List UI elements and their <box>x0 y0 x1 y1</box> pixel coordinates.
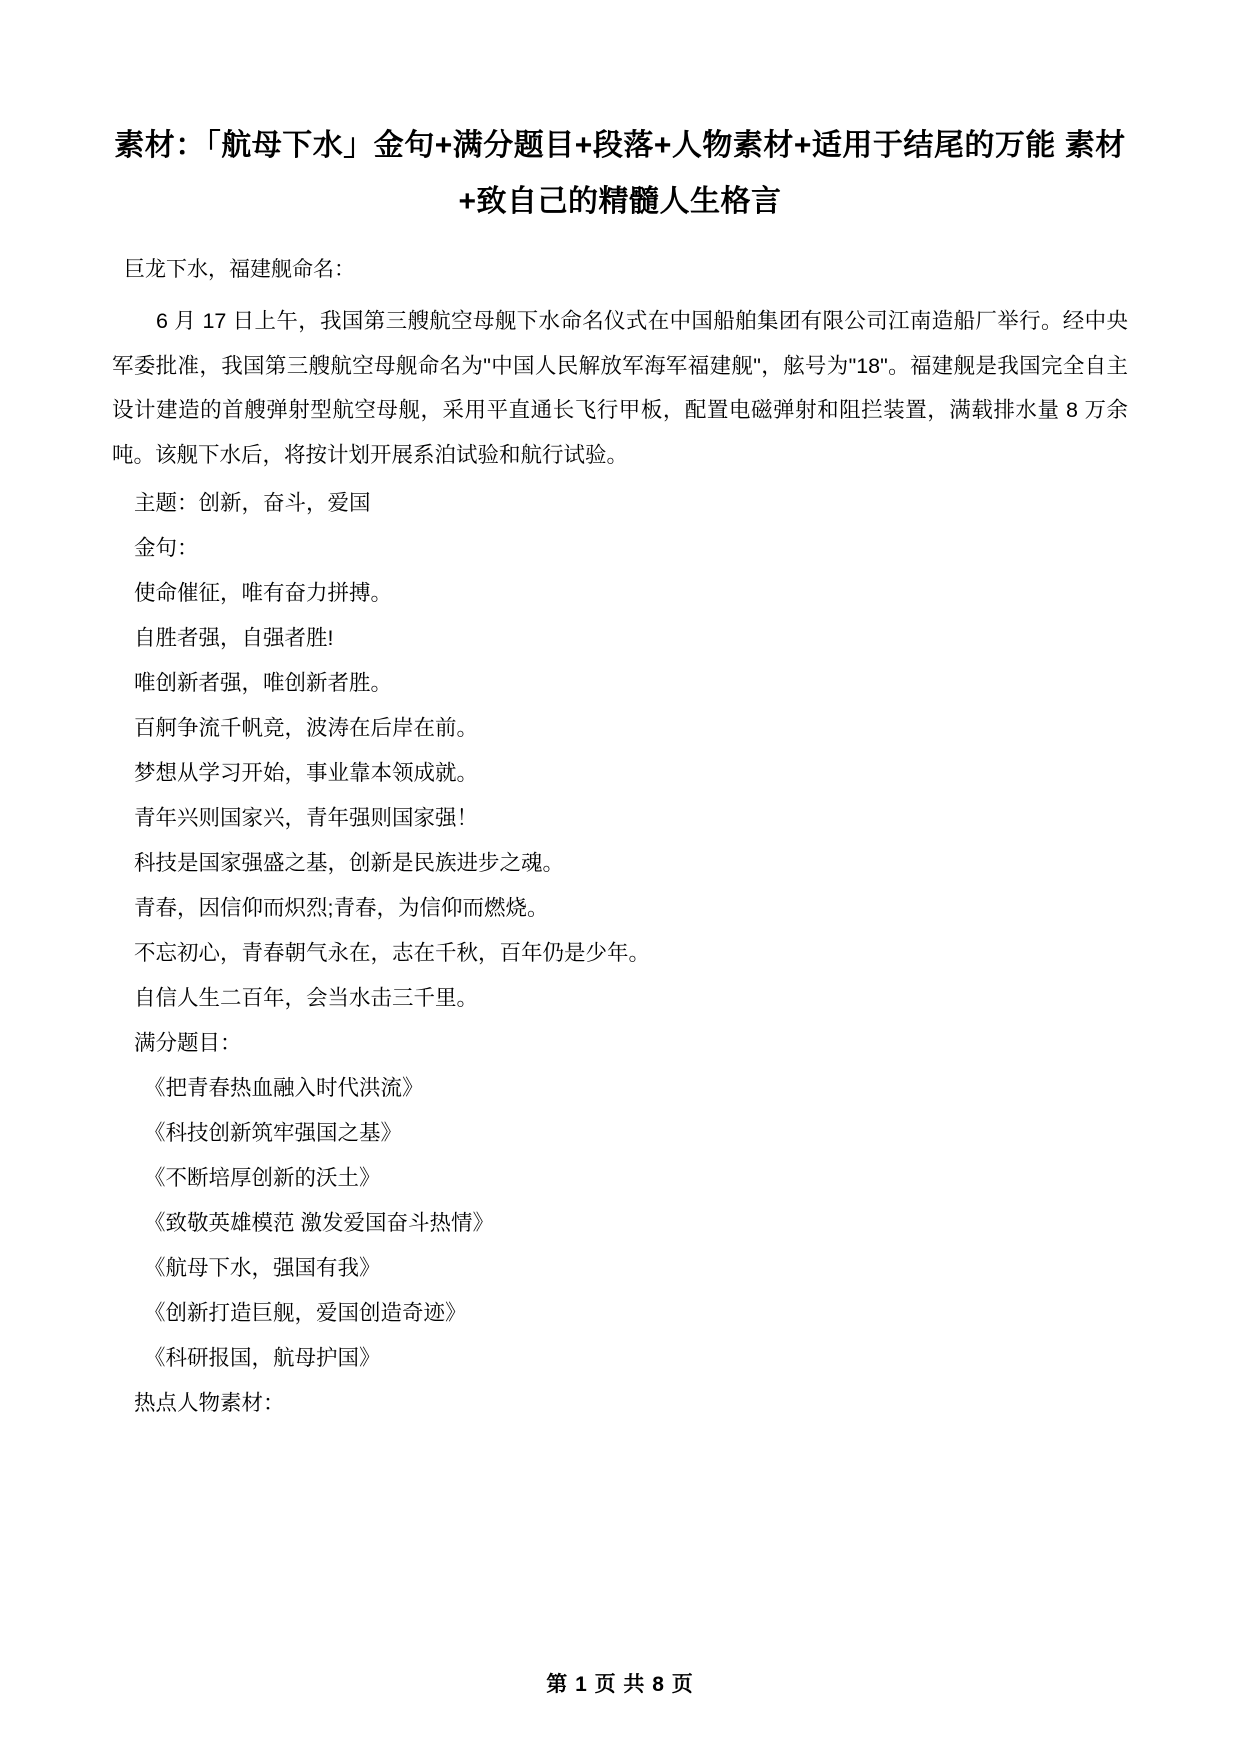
topic-item: 《致敬英雄模范 激发爱国奋斗热情》 <box>144 1211 494 1236</box>
golden-sentence: 百舸争流千帆竞，波涛在后岸在前。 <box>134 716 479 741</box>
document-body <box>112 255 1128 1427</box>
topic-item: 《不断培厚创新的沃土》 <box>144 1166 381 1191</box>
lead-line: 巨龙下水，福建舰命名： <box>124 258 355 281</box>
topic-item: 《科研报国，航母护国》 <box>144 1346 381 1371</box>
golden-sentence: 使命催征，唯有奋力拼搏。 <box>134 581 393 606</box>
page-title-line-1: 素材：「航母下水」金句+满分题目+段落+人物素材+适用于结尾的万能 <box>114 129 1056 162</box>
page-footer: 第 1 页 共 8 页 <box>546 1673 694 1696</box>
page-title <box>112 118 1128 229</box>
people-heading: 热点人物素材： <box>134 1391 285 1416</box>
topic-item: 《把青春热血融入时代洪流》 <box>144 1076 424 1101</box>
topics-heading: 满分题目： <box>134 1031 242 1056</box>
golden-heading: 金句： <box>134 536 199 561</box>
topic-item: 《科技创新筑牢强国之基》 <box>144 1121 403 1146</box>
golden-sentence: 唯创新者强，唯创新者胜。 <box>134 671 393 696</box>
golden-sentence: 自信人生二百年，会当水击三千里。 <box>134 986 479 1011</box>
golden-sentence: 不忘初心，青春朝气永在，志在千秋，百年仍是少年。 <box>134 941 651 966</box>
golden-sentence: 青春，因信仰而炽烈;青春，为信仰而燃烧。 <box>134 896 549 921</box>
theme-line: 主题：创新，奋斗，爱国 <box>134 491 371 516</box>
golden-sentence: 科技是国家强盛之基，创新是民族进步之魂。 <box>134 851 565 876</box>
topic-item: 《航母下水，强国有我》 <box>144 1256 381 1281</box>
intro-paragraph: 6 月 17 日上午，我国第三艘航空母舰下水命名仪式在中国船舶集团有限公司江南造船厂举行。经中央军委批准，我国第三艘航空母舰命名为"中国人民解放军海军福建舰"，舷号为"18"。福建舰是我国完全自主设计建造的首艘弹射型航空母舰，采用平直通长飞行甲板，配置电磁弹射和阻拦装置，满载排水量 8 万余吨。该舰下水后，将按计划开展系泊试验和航行试验。 <box>112 308 1128 467</box>
golden-sentence: 自胜者强，自强者胜! <box>134 626 334 651</box>
topic-item: 《创新打造巨舰，爱国创造奇迹》 <box>144 1301 467 1326</box>
golden-sentence: 青年兴则国家兴，青年强则国家强！ <box>134 806 479 831</box>
golden-sentence: 梦想从学习开始，事业靠本领成就。 <box>134 761 479 786</box>
page-title-line-2: 素材+致自己的精髓人生格言 <box>458 129 1126 218</box>
